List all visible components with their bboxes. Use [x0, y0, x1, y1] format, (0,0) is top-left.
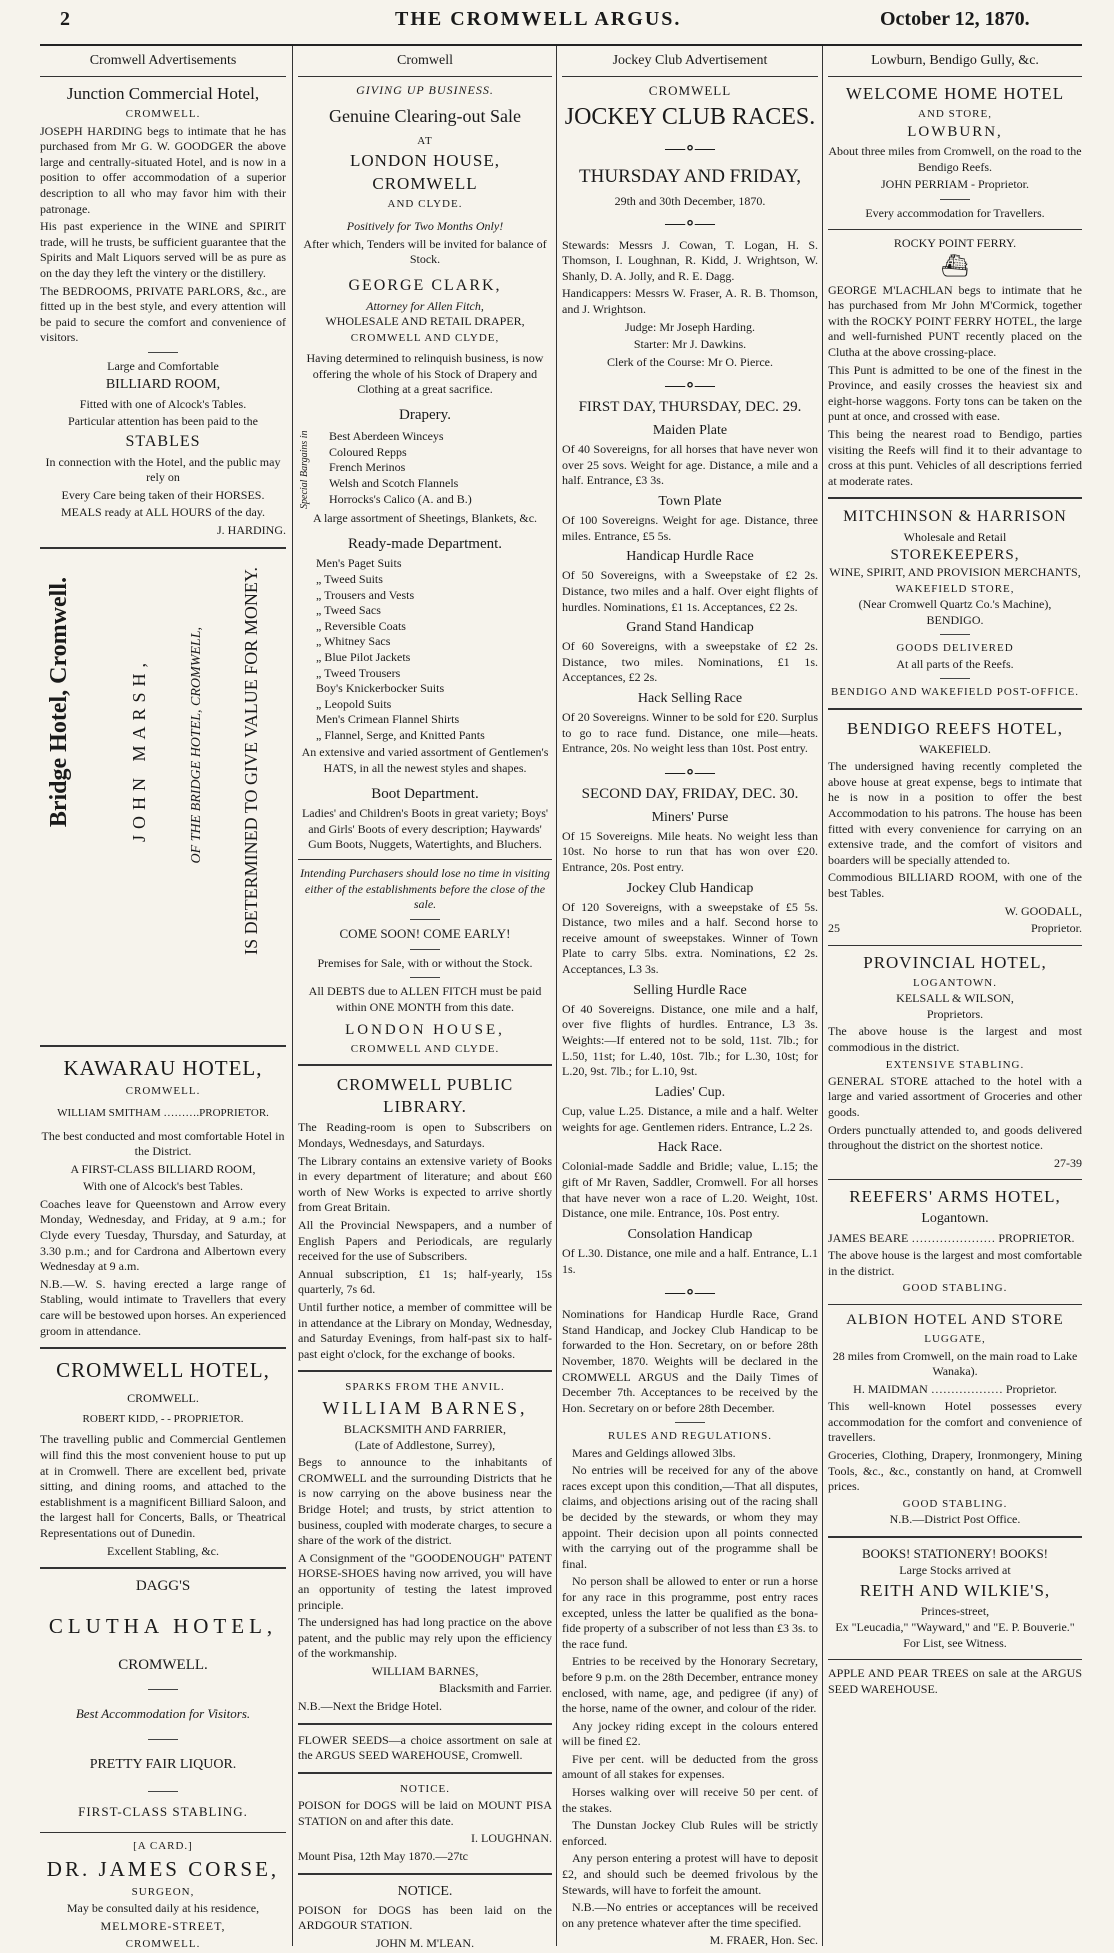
ad-text: Starter: Mr J. Dawkins. — [633, 337, 747, 352]
ad-title: KAWARAU HOTEL, — [63, 1055, 263, 1080]
divider — [410, 919, 440, 920]
ad-text: Princes-street, — [920, 1604, 990, 1619]
list-item: Best Aberdeen Winceys — [329, 429, 444, 444]
ad-text: At all parts of the Reefs. — [896, 656, 1014, 671]
ad-title: REEFERS' ARMS HOTEL, — [849, 1187, 1061, 1207]
ad-title: WELCOME HOME HOTEL — [845, 84, 1065, 104]
ad-text: GEORGE M'LACHLAN begs to intimate that he has purchased from Mr John M'Cormick, together with the ROCKY POINT FERRY HOTEL, the large and well-furnished PUNT recently placed on the Clutha at the above crossing-place. — [828, 282, 1082, 360]
divider — [148, 1791, 178, 1792]
ad-text: FLOWER SEEDS—a choice assortment on sale at the ARGUS SEED WAREHOUSE, Cromwell. — [298, 1732, 552, 1763]
ad-text: Proprietor. — [1031, 921, 1082, 936]
ad-text: N.B.—Next the Bridge Hotel. — [298, 1699, 442, 1714]
ad-signature: JOHN M. M'LEAN. — [375, 1935, 475, 1948]
ad-text: CROMWELL AND CLYDE. — [350, 1042, 500, 1055]
jockey-club-ad — [562, 83, 818, 1948]
divider — [940, 199, 970, 200]
divider — [40, 1045, 286, 1047]
column-heading: Lowburn, Bendigo Gully, &c. — [828, 48, 1082, 77]
ad-text: CROMWELL — [648, 83, 732, 99]
ad-text: H. MAIDMAN ……………… Proprietor. — [853, 1381, 1057, 1396]
rule-item: No person shall be allowed to enter or run a horse for any race in this programme, post entry races excepted, unless the latter be qualified as the bona-fide property of a subscriber of not less than £3 3s. to the race fund. — [562, 1574, 818, 1651]
column-divider — [292, 46, 293, 1946]
list-item: Welsh and Scotch Flannels — [329, 476, 459, 491]
ad-text: Groceries, Clothing, Drapery, Ironmongery, Mining Tools, &c., &c., constantly on hand, at Cromwell prices. — [828, 1448, 1082, 1494]
column-heading: Cromwell Advertisements — [40, 48, 286, 77]
race-details: Of 120 Sovereigns, with a sweepstake of £5 5s. Distance, two miles and a half. Second horse to receive amount of sweepstakes. Winner of Town Plate to carry 5lbs. extra. Nominations, £2 2s. Acceptances, L3 3s. — [562, 899, 818, 977]
race-name: Hack Selling Race — [637, 691, 743, 707]
ad-text: For List, see Witness. — [903, 1635, 1007, 1650]
rule-item: N.B.—No entries or acceptances will be received on any pretence whatever after the time specified. — [562, 1900, 818, 1930]
ad-title: WILLIAM BARNES, — [322, 1397, 528, 1418]
ad-text: Clerk of the Course: Mr O. Pierce. — [607, 354, 773, 369]
race-details: Of 60 Sovereigns, with a sweepstake of £2 2s. Distance, two miles. Nominations, £1 1s. Acceptances, £2 2s. — [562, 639, 818, 685]
ad-text: Begs to announce to the inhabitants of CROMWELL and the surrounding Districts that he is now carrying on the above business near the Bridge Hotel; and trusts, by strict attention to business, coupled with moderate charges, to secure a share of the work of the district. — [298, 1455, 552, 1548]
ad-text: Nominations for Handicap Hurdle Race, Grand Stand Handicap, and Jockey Club Handicap to be forwarded to the Hon. Secretary, on or before 28th November, 1870. Weights will be declared in the CROMWELL ARGUS and the Daily Times of December 7th. Acceptances to be received by the Hon. Secretary on or before 28th December. — [562, 1307, 818, 1415]
ad-text: Stewards: Messrs J. Cowan, T. Logan, H. S. Thomson, I. Loughnan, R. Kidd, J. Wrightson, W. Shanly, D. A. Jolly, and R. E. Dagg. — [562, 237, 818, 283]
ad-text: APPLE AND PEAR TREES on sale at the ARGUS SEED WAREHOUSE. — [828, 1666, 1082, 1696]
race-details: Cup, value L.25. Distance, a mile and a half. Welter weights for age. Gentlemen riders. Entrance, L.2 2s. — [562, 1104, 818, 1134]
ad-text: Coaches leave for Queenstown and Arrow every Monday, Wednesday, and Friday, at 9 a.m.; for Clyde every Tuesday, Thursday, and Saturday, at 3.30 p.m.; and for Cardrona and Albertown every Wednesday at 9 a.m. — [40, 1196, 286, 1274]
clutha-hotel-ad — [40, 1577, 286, 1820]
ad-text: All DEBTS due to ALLEN FITCH must be paid within ONE MONTH from this date. — [308, 984, 542, 1014]
ad-text: A FIRST-CLASS BILLIARD ROOM, — [70, 1161, 256, 1176]
ad-text: BLACKSMITH AND FARRIER, — [343, 1421, 507, 1436]
list-item: „ Reversible Coats — [316, 618, 406, 633]
ad-text: Wholesale and Retail — [903, 530, 1007, 545]
race-name: Handicap Hurdle Race — [626, 549, 754, 565]
rule-item: Five per cent. will be deducted from the gross amount of all stakes for expenses. — [562, 1751, 818, 1782]
list-item: „ Leopold Suits — [316, 696, 392, 711]
corse-card-ad — [40, 1839, 286, 1948]
ad-text: Attorney for Allen Fitch, — [366, 298, 484, 313]
race-details: Of 40 Sovereigns. Distance, one mile and a half, over five flights of hurdles. Entrance, L3 3s. Weights:—If entered not to be sold, 11st. 7lb.; for L.50, 11st; for L.40, 10st. 7lb.; for L.30, 10st; for L.20, 9st. 7lb.; for L.10, 9st. — [562, 1001, 818, 1079]
list-item: „ Flannel, Serge, and Knitted Pants — [316, 727, 485, 742]
rule-item: Mares and Geldings allowed 3lbs. — [572, 1445, 736, 1460]
list-item: Men's Paget Suits — [316, 556, 402, 571]
junction-hotel-ad — [40, 83, 286, 538]
ad-text: This being the nearest road to Bendigo, parties visiting the Reefs will find it to their advantage to cross at this punt. Vehicles of all descriptions ferried at moderate rates. — [828, 426, 1082, 488]
rule-item: Horses walking over will receive 50 per cent. of the stakes. — [562, 1785, 818, 1815]
race-name: Miners' Purse — [651, 809, 729, 825]
ad-text: OF THE BRIDGE HOTEL, CROMWELL, — [189, 626, 204, 864]
ad-text: A large assortment of Sheetings, Blankets, &c. — [312, 511, 538, 526]
apple-trees-ad — [828, 1666, 1082, 1697]
ad-text: The best conducted and most comfortable Hotel in the District. — [41, 1128, 285, 1159]
ad-text: Until further notice, a member of committee will be in attendance at the Library on Monday, Wednesday, and Saturday Evenings, from half-past six to half-past eight o'clock, for the exchange of books. — [298, 1299, 552, 1361]
drapery-list — [298, 427, 552, 509]
rule-item: Any person entering a protest will have to deposit £2, and should such be deemed frivolous by the Stewards, will have to forfeit the amount. — [562, 1851, 818, 1897]
ad-text: Every Care being taken of their HORSES. — [61, 487, 265, 502]
ad-text: COME SOON! COME EARLY! — [339, 925, 511, 941]
ad-text: Ladies' and Children's Boots in great variety; Boys' and Girls' Boots of every description; Haywards' Gum Boots, Nuggets, Watertights, and Bluchers. — [301, 806, 549, 852]
divider — [40, 1567, 286, 1569]
ad-text: AT — [417, 135, 433, 148]
list-item: French Merinos — [329, 460, 406, 475]
ad-text: BENDIGO. — [926, 612, 984, 627]
ad-text: JOHN PERRIAM - Proprietor. — [880, 177, 1029, 192]
section-heading: RULES AND REGULATIONS. — [607, 1430, 773, 1443]
ad-text: The above house is the largest and most commodious in the district. — [828, 1024, 1082, 1054]
column-1 — [40, 48, 286, 1948]
divider — [828, 708, 1082, 710]
rules-list — [562, 1446, 818, 1932]
ad-text: MEALS ready at ALL HOURS of the day. — [60, 505, 266, 520]
ad-title: Junction Commercial Hotel, — [66, 84, 260, 104]
divider — [410, 949, 440, 950]
ad-text: BENDIGO AND WAKEFIELD POST-OFFICE. — [831, 686, 1079, 699]
divider — [40, 1832, 286, 1833]
ad-text: Excellent Stabling, &c. — [107, 1543, 219, 1558]
mitchinson-ad — [828, 507, 1082, 699]
ad-text: The Library contains an extensive variety of Books in every department of literature; and about £60 worth of New Works is expected to arrive shortly from Great Britain. — [298, 1153, 552, 1215]
ad-text: KELSALL & WILSON, — [896, 991, 1014, 1006]
ad-text: With one of Alcock's best Tables. — [83, 1179, 243, 1194]
race-name: Selling Hurdle Race — [633, 982, 747, 998]
divider — [40, 547, 286, 549]
masthead-rule — [40, 44, 1082, 46]
ad-place: LOGANTOWN. — [912, 976, 998, 989]
ad-text: N.B.—W. S. having erected a large range of Stabling, would intimate to Travellers that every care will be bestowed upon horses. An experienced groom in attendance. — [40, 1276, 286, 1338]
ad-text: [A CARD.] — [133, 1840, 193, 1853]
ad-text: Annual subscription, £1 1s; half-yearly, 15s quarterly, 7s 6d. — [298, 1266, 552, 1297]
list-item: „ Whitney Sacs — [316, 634, 391, 649]
ad-text: Handicappers: Messrs W. Fraser, A. R. B. Thomson, and J. Wrightson. — [562, 286, 818, 316]
item-list — [329, 429, 472, 507]
ad-text: JAMES BEARE ………………… PROPRIETOR. — [828, 1230, 1075, 1245]
ad-text: WAKEFIELD STORE, — [895, 582, 1015, 595]
ad-title: Bridge Hotel, Cromwell. — [46, 576, 72, 827]
ad-text: Ex "Leucadia," "Wayward," and "E. P. Bouverie." — [835, 1619, 1075, 1634]
flower-seeds-ad — [298, 1733, 552, 1764]
ad-title: PROVINCIAL HOTEL, — [863, 952, 1047, 972]
ad-text: Special Bargains in — [299, 430, 310, 510]
ad-signature: W. GOODALL, — [1004, 903, 1082, 918]
bendigo-reefs-ad — [828, 718, 1082, 937]
divider — [940, 634, 970, 635]
race-details: Of 100 Sovereigns. Weight for age. Distance, three miles. Entrance, £5 5s. — [562, 512, 818, 543]
divider — [148, 1689, 178, 1690]
ad-text: (Late of Addlestone, Surrey), — [354, 1437, 496, 1452]
list-item: Boy's Knickerbocker Suits — [316, 681, 445, 696]
ad-text: N.B.—District Post Office. — [889, 1512, 1021, 1527]
ad-text: PRETTY FAIR LIQUOR. — [89, 1757, 237, 1773]
kawarau-hotel-ad — [40, 1055, 286, 1340]
ad-text: POISON for DOGS has been laid on the ARDGOUR STATION. — [298, 1902, 552, 1933]
ad-text: GENERAL STORE attached to the hotel with a large and varied assortment of Groceries and other goods. — [828, 1073, 1082, 1119]
list-item: „ Tweed Suits — [316, 571, 383, 586]
ad-text: STOREKEEPERS, — [890, 546, 1020, 563]
ad-text: The undersigned having recently completed the above house at great expense, begs to intimate that he is now in a position to offer the best Accommodation to his patrons. The house has been fitted with every convenience for carrying on an extensive trade, and the comfort of visitors and boarders will be specially attended to. — [828, 759, 1082, 867]
race-name: Consolation Handicap — [627, 1226, 753, 1242]
ad-title: Genuine Clearing-out Sale — [329, 105, 521, 126]
ad-text: Large and Comfortable — [107, 358, 219, 373]
section-heading: Ready-made Department. — [347, 535, 503, 552]
divider — [298, 1723, 552, 1725]
rule-item: Any jockey riding except in the colours entered will be fined £2. — [562, 1718, 818, 1749]
ad-text: A Consignment of the "GOODENOUGH" PATENT HORSE-SHOES having now arrived, you will have an opportunity of testing the latest improved principle. — [298, 1550, 552, 1612]
ferry-illustration: ⛴ — [941, 253, 969, 279]
ad-text: The undersigned has had long practice on the above patent, and the public may rely upon the efficiency of the workmanship. — [298, 1615, 552, 1661]
provincial-hotel-ad — [828, 952, 1082, 1172]
ad-title: BENDIGO REEFS HOTEL, — [847, 718, 1063, 738]
column-heading: Cromwell — [298, 48, 552, 77]
section-heading: SECOND DAY, FRIDAY, DEC. 30. — [581, 786, 799, 803]
ad-text: Every accommodation for Travellers. — [865, 205, 1045, 220]
column-heading: Jockey Club Advertisement — [562, 48, 818, 77]
race-name: Hack Race. — [657, 1140, 723, 1156]
ornament: —∘— — [665, 374, 715, 397]
list-item: Horrocks's Calico (A. and B.) — [329, 491, 472, 506]
ad-text: Positively for Two Months Only! — [346, 218, 504, 233]
clearing-sale-ad — [298, 83, 552, 1056]
column-4 — [828, 48, 1082, 1948]
ad-place: CROMWELL. — [125, 1084, 201, 1097]
welcome-home-ad — [828, 83, 1082, 221]
ad-text: AND CLYDE. — [387, 197, 463, 210]
ad-text: GOODS DELIVERED — [896, 642, 1014, 655]
ad-text: Proprietors. — [926, 1006, 984, 1021]
ad-text: SURGEON, — [131, 1886, 195, 1899]
race-details: Colonial-made Saddle and Bridle; value, L.15; the gift of Mr Raven, Saddler, Cromwell. For all horses that have never won a race of L.20. Weight, 10st. Distance, one mile. Entrance, 10s. Post entry. — [562, 1159, 818, 1221]
list-item: „ Trousers and Vests — [316, 587, 415, 602]
ad-title: MITCHINSON & HARRISON — [843, 508, 1067, 526]
ad-title: CLUTHA HOTEL, — [48, 1613, 278, 1638]
column-3 — [562, 48, 818, 1948]
ad-place: CROMWELL. — [125, 108, 201, 121]
ad-text: This well-known Hotel possesses every accommodation for the comfort and convenience of travellers. — [828, 1399, 1082, 1445]
ad-title: REITH AND WILKIE'S, — [859, 1581, 1051, 1601]
divider — [298, 1873, 552, 1875]
section-heading: Drapery. — [399, 406, 451, 423]
race-list — [562, 422, 818, 757]
ad-place: Logantown. — [921, 1211, 989, 1227]
ornament: —∘— — [665, 761, 715, 784]
ad-title: ROCKY POINT FERRY. — [893, 236, 1017, 251]
ad-text: Large Stocks arrived at — [899, 1562, 1011, 1577]
ad-title: LONDON HOUSE, CROMWELL — [350, 151, 500, 193]
race-details: Of 20 Sovereigns. Winner to be sold for £20. Surplus to go to race fund. Distance, one mile—heats. Entrance, 20s. No weight less than 10st. Post entry. — [562, 710, 818, 756]
ad-text: BILLIARD ROOM, — [105, 377, 221, 393]
ad-text: WHOLESALE AND RETAIL DRAPER, — [325, 314, 525, 329]
ad-text: An extensive and varied assortment of Gentlemen's HATS, in all the newest styles and shapes. — [301, 745, 549, 776]
divider — [148, 1739, 178, 1740]
ad-place: LUGGATE, — [924, 1333, 986, 1346]
ad-text: JOSEPH HARDING begs to intimate that he has purchased from Mr G. W. GOODGER the above large and centrally-situated Hotel, and is now in a position to offer accommodation of a superior description to all who may favor him with their patronage. — [40, 123, 286, 216]
ad-signature: M. FRAER, Hon. Sec. — [709, 1933, 818, 1948]
ad-place: CROMWELL. — [127, 1390, 199, 1405]
list-item: „ Tweed Sacs — [316, 603, 381, 618]
ad-text: Premises for Sale, with or without the Stock. — [317, 955, 533, 970]
ad-text: Intending Purchasers should lose no time in visiting either of the establishments before the close of the sale. — [300, 865, 550, 912]
ad-text: The travelling public and Commercial Gentlemen will find this the most convenient house to put up at in Cromwell. There are excellent bed, private sitting, and dining rooms, and attached to the establishment is a magnificent Billiard Saloon, and the largest hall for Concerts, Balls, or Theatrical Representations out of Dunedin. — [40, 1432, 286, 1540]
cromwell-hotel-ad — [40, 1357, 286, 1559]
list-item: „ Blue Pilot Jackets — [316, 649, 411, 664]
albion-hotel-ad — [828, 1311, 1082, 1528]
column-2 — [298, 48, 552, 1948]
divider — [298, 1370, 552, 1372]
ad-text: Judge: Mr Joseph Harding. — [625, 319, 755, 334]
item-list — [316, 556, 552, 743]
ad-number: 27-39 — [1054, 1155, 1082, 1170]
ad-text: Fitted with one of Alcock's Tables. — [79, 396, 247, 411]
divider — [940, 678, 970, 679]
ad-text: Mount Pisa, 12th May 1870.—27tc — [298, 1848, 468, 1863]
divider — [828, 1659, 1082, 1660]
reefers-arms-ad — [828, 1186, 1082, 1295]
ad-text: Commodious BILLIARD ROOM, with one of the best Tables. — [828, 870, 1082, 900]
ad-text: JOHN MARSH, — [129, 656, 149, 842]
race-name: Jockey Club Handicap — [626, 880, 754, 896]
divider — [148, 352, 178, 353]
ad-text: The above house is the largest and most comfortable in the district. — [828, 1248, 1082, 1278]
ad-text: ROBERT KIDD, - - PROPRIETOR. — [82, 1413, 244, 1426]
column-divider — [822, 46, 823, 1946]
ad-text: GOOD STABLING. — [902, 1282, 1008, 1295]
divider — [40, 1347, 286, 1349]
divider — [298, 1064, 552, 1066]
rule-item: The Dunstan Jockey Club Rules will be strictly enforced. — [562, 1818, 818, 1848]
ad-text: SPARKS FROM THE ANVIL. — [345, 1381, 505, 1394]
ornament: —∘— — [665, 137, 715, 160]
ad-text: After which, Tenders will be invited for balance of Stock. — [303, 236, 547, 267]
ad-text: DAGG'S — [135, 1578, 191, 1595]
race-list — [562, 809, 818, 1278]
ad-title: ALBION HOTEL AND STORE — [846, 1311, 1064, 1328]
ad-title: CROMWELL PUBLIC LIBRARY. — [336, 1075, 514, 1117]
ad-title: BOOKS! STATIONERY! BOOKS! — [861, 1545, 1049, 1561]
ad-text: May be consulted daily at his residence, — [66, 1901, 260, 1916]
ad-place: LOWBURN, — [907, 123, 1003, 140]
ad-number: 25 — [828, 921, 840, 936]
section-heading: Boot Department. — [371, 785, 479, 802]
books-ad — [828, 1546, 1082, 1651]
ad-text: Best Accommodation for Visitors. — [75, 1706, 251, 1722]
ad-text: 29th and 30th December, 1870. — [614, 193, 766, 208]
barnes-ad — [298, 1380, 552, 1714]
ad-text: About three miles from Cromwell, on the road to the Bendigo Reefs. — [828, 144, 1082, 174]
divider — [298, 859, 552, 860]
section-heading: FIRST DAY, THURSDAY, DEC. 29. — [578, 399, 802, 416]
race-name: Grand Stand Handicap — [626, 620, 754, 636]
ad-place: WAKEFIELD. — [919, 741, 991, 756]
ad-text: EXTENSIVE STABLING. — [885, 1058, 1025, 1071]
ad-text: STABLES — [125, 432, 201, 450]
newspaper-title: THE CROMWELL ARGUS. — [395, 8, 682, 30]
ad-signature: J. HARDING. — [217, 523, 286, 538]
divider — [828, 497, 1082, 499]
library-ad — [298, 1074, 552, 1362]
list-item: „ Tweed Trousers — [316, 665, 401, 680]
ad-title: THURSDAY AND FRIDAY, — [579, 166, 801, 188]
ad-title: JOCKEY CLUB RACES. — [564, 104, 816, 131]
page-number: 2 — [60, 8, 70, 30]
ad-text: GEORGE CLARK, — [348, 276, 502, 294]
rule-item: Entries to be received by the Honorary Secretary, before 9 p.m. on the 28th December, entrance money enclosed, with name, age, and pedigree (if any) of the horse, name of the owner, and colour of the rider. — [562, 1654, 818, 1716]
ad-text: This Punt is admitted to be one of the finest in the Province, and easily crosses the heaviest six and eight-horse waggons. Forty tons can be taken on the punt at once, and crossed with ease. — [828, 362, 1082, 424]
issue-date: October 12, 1870. — [880, 8, 1030, 30]
divider — [828, 945, 1082, 946]
ad-text: MELMORE-STREET, — [100, 1918, 226, 1933]
ad-text: POISON for DOGS will be laid on MOUNT PISA STATION on and after this date. — [298, 1798, 552, 1828]
ad-text: The Reading-room is open to Subscribers on Mondays, Wednesdays, and Saturdays. — [298, 1120, 552, 1150]
ad-text: The BEDROOMS, PRIVATE PARLORS, &c., are fitted up in the best style, and every attention will be paid to secure the comfort and convenience of visitors. — [40, 283, 286, 345]
ad-text: In connection with the Hotel, and the public may rely on — [45, 454, 281, 485]
rocky-point-ad — [828, 236, 1082, 489]
ad-text: (Near Cromwell Quartz Co.'s Machine), — [858, 597, 1052, 612]
race-name: Maiden Plate — [652, 422, 728, 438]
ad-text: Having determined to relinquish business, is now offering the whole of his Stock of Drapery and Clothing at a great sacrifice. — [306, 351, 544, 397]
race-details: Of 40 Sovereigns, for all horses that have never won over 25 sovs. Weight for age. Distance, a mile and a half. Entrance, £3 3s. — [562, 441, 818, 488]
ad-signature: I. LOUGHNAN. — [471, 1831, 552, 1846]
divider — [828, 1179, 1082, 1180]
ad-text: AND STORE, — [918, 108, 992, 121]
ad-text: WINE, SPIRIT, AND PROVISION MERCHANTS, — [829, 565, 1081, 580]
ornament: —∘— — [665, 211, 715, 234]
race-name: Ladies' Cup. — [654, 1084, 726, 1100]
column-divider — [556, 46, 557, 1946]
ad-text: His past experience in the WINE and SPIRIT trade, will he trusts, be sufficient guarantee that the Spirits and Malt Liquors served will be as pure as on the day they left the vintery or the distillery. — [40, 219, 286, 280]
divider — [675, 1422, 705, 1423]
rule-item: No entries will be received for any of the above races except upon this condition,—That all disputes, claims, and objections arising out of the racing shall be decided by the stewards, or whom they may appoint. Their decision upon all points connected with the carrying out of the programme shall be final. — [562, 1463, 818, 1571]
ad-place: CROMWELL. — [125, 1937, 201, 1948]
divider — [828, 229, 1082, 230]
ad-text: LONDON HOUSE, — [345, 1022, 505, 1039]
ad-text: All the Provincial Newspapers, and a number of English Papers and Periodicals, are regularly received for the use of Subscribers. — [298, 1217, 552, 1264]
divider — [410, 977, 440, 978]
ad-text: Orders punctually attended to, and goods delivered throughout the district on the shortest notice. — [828, 1122, 1082, 1153]
notice-ad — [298, 1782, 552, 1865]
list-item: Men's Crimean Flannel Shirts — [316, 712, 460, 727]
ad-text: GIVING UP BUSINESS. — [356, 83, 494, 98]
ad-text: Particular attention has been paid to the — [68, 414, 258, 429]
race-name: Town Plate — [658, 493, 722, 509]
ad-text: FIRST-CLASS STABLING. — [78, 1803, 248, 1819]
ad-text: CROMWELL AND CLYDE, — [350, 331, 500, 344]
ad-text: WILLIAM SMITHAM ……….PROPRIETOR. — [57, 1107, 269, 1120]
ad-signature: WILLIAM BARNES, — [371, 1663, 479, 1678]
ad-text: 28 miles from Cromwell, on the main road to Lake Wanaka). — [832, 1348, 1078, 1379]
divider — [828, 1536, 1082, 1538]
notice-ad — [298, 1883, 552, 1948]
masthead — [0, 0, 1114, 40]
divider — [828, 1304, 1082, 1305]
ad-text: IS DETERMINED TO GIVE VALUE FOR MONEY. — [241, 566, 261, 955]
race-details: Of L.30. Distance, one mile and a half. Entrance, L.1 1s. — [562, 1245, 818, 1276]
ad-text: Blacksmith and Farrier. — [439, 1681, 552, 1696]
ornament: —∘— — [665, 1281, 715, 1304]
ad-place: CROMWELL. — [118, 1656, 208, 1673]
race-details: Of 50 Sovereigns, with a Sweepstake of £2 2s. Distance, two miles and a half. Over eight flights of hurdles. Nominations, £1 1s. Acceptances, £2 2s. — [562, 568, 818, 614]
ad-text: NOTICE. — [399, 1782, 451, 1795]
bridge-hotel-ad — [40, 557, 286, 1037]
ad-title: DR. JAMES CORSE, — [46, 1856, 280, 1881]
race-details: Of 15 Sovereigns. Mile heats. No weight less than 10st. No horse to run that has won over £20. Entrance, 20s. Post entry. — [562, 828, 818, 874]
list-item: Coloured Repps — [329, 444, 407, 459]
ad-text: NOTICE. — [397, 1883, 453, 1899]
ad-text: GOOD STABLING. — [902, 1497, 1008, 1510]
ad-title: CROMWELL HOTEL, — [56, 1358, 270, 1383]
divider — [298, 1772, 552, 1774]
